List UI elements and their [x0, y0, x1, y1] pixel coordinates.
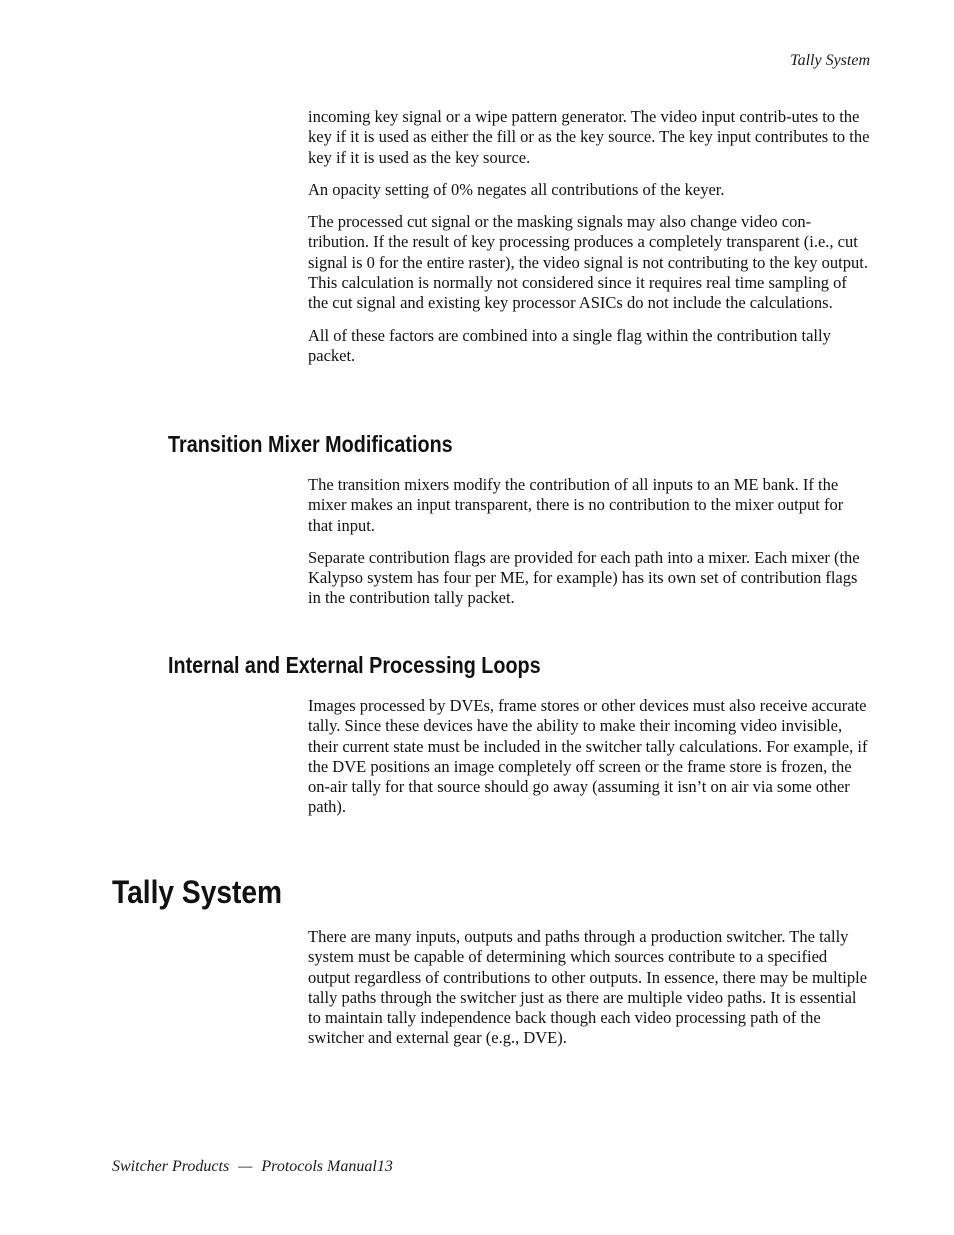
page-number: 13 — [376, 1158, 393, 1175]
section-heading-processing-loops: Internal and External Processing Loops — [168, 652, 541, 678]
paragraph: Images processed by DVEs, frame stores or other devices must also receive accurate tally. Since these devices have the ability to make their incoming video invisible, their current state must be included in the switcher tally calculations. For example, if the DVE positions an image completely off screen or the frame store is frozen, the on-air tally for that source should go away (assuming it isn’t on air via some other path). — [308, 696, 868, 817]
transition-mixer-section — [308, 475, 870, 609]
paragraph: incoming key signal or a wipe pattern generator. The video input contrib-utes to the key if it is used as either the fill or as the key source. The key input contributes to the key if it is used as the key source. — [308, 107, 870, 167]
intro-section — [308, 107, 870, 366]
paragraph: There are many inputs, outputs and paths through a production switcher. The tally system must be capable of determining which sources contribute to a specified output regardless of contributions to other outputs. In essence, there may be multiple tally paths through the switcher just as there are multiple video paths. It is essential to maintain tally independence back though each video processing path of the switcher and external gear (e.g., DVE). — [308, 927, 868, 1048]
page-footer — [112, 1158, 393, 1176]
processing-loops-section — [308, 696, 870, 818]
tally-system-section — [308, 927, 870, 1049]
paragraph: An opacity setting of 0% negates all contributions of the keyer. — [308, 179, 725, 199]
footer-product: Switcher Products — [112, 1158, 230, 1175]
section-heading-transition-mixer: Transition Mixer Modifications — [168, 431, 453, 457]
running-header: Tally System — [790, 52, 870, 69]
chapter-heading-tally-system: Tally System — [112, 874, 283, 910]
paragraph: Separate contribution flags are provided for each path into a mixer. Each mixer (the Kalypso system has four per ME, for example) has its own set of contribution flags in the contribution tally packet. — [308, 547, 860, 608]
footer-manual: Protocols Manual — [261, 1158, 377, 1175]
paragraph: The transition mixers modify the contribution of all inputs to an ME bank. If the mixer makes an input transparent, there is no contribution to the mixer output for that input. — [308, 475, 844, 535]
paragraph: All of these factors are combined into a single flag within the contribution tally packet. — [308, 325, 831, 365]
paragraph: The processed cut signal or the masking signals may also change video con-tribution. If the result of key processing produces a completely transparent (i.e., cut signal is 0 for the entire raster), the video signal is not contributing to the key output. This calculation is normally not considered since it requires real time sampling of the cut signal and existing key processor ASICs do not include the calculations. — [308, 212, 868, 313]
footer-separator: — — [238, 1158, 253, 1175]
